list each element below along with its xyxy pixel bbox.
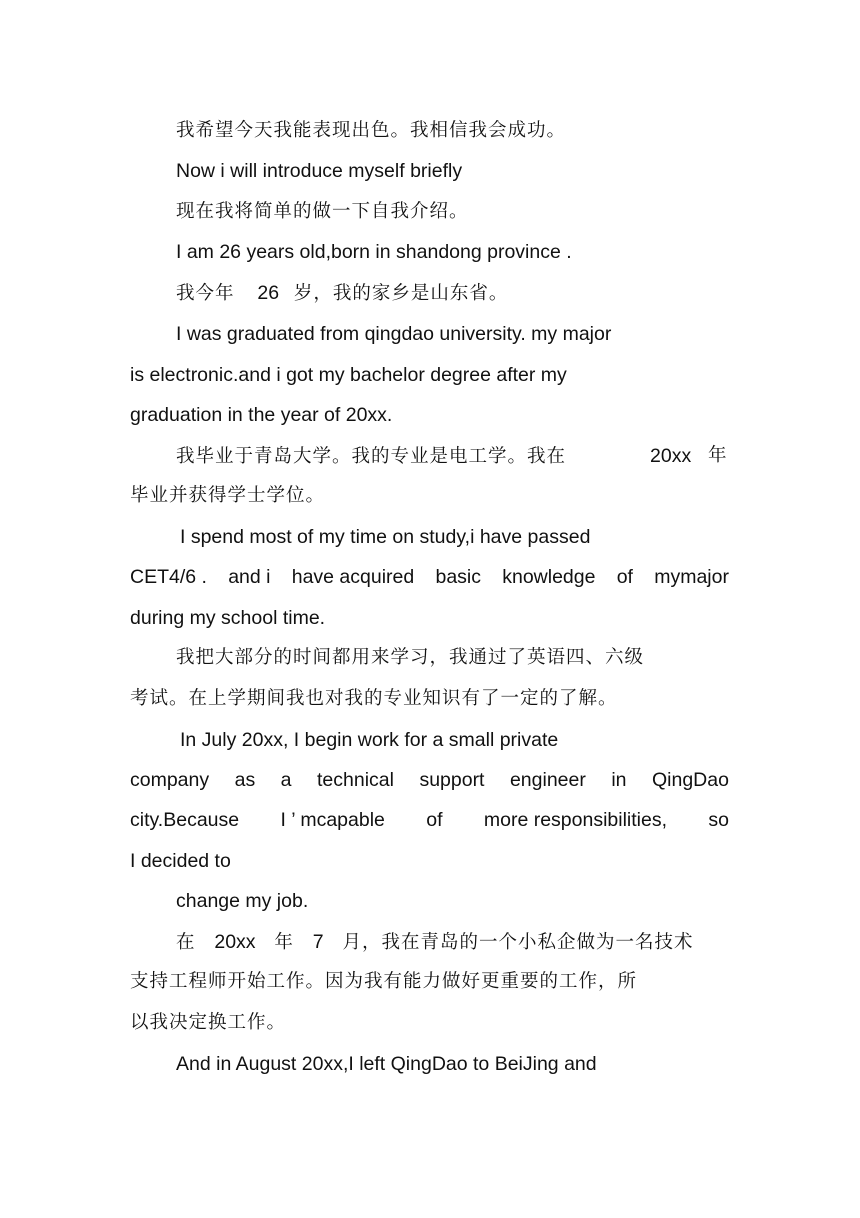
text-span: a bbox=[280, 769, 292, 791]
text-span: 26 bbox=[257, 282, 280, 304]
text-span: have acquired bbox=[291, 566, 415, 588]
text-span: engineer bbox=[509, 769, 586, 791]
text-line: 毕业并获得学士学位。 bbox=[130, 485, 326, 506]
text-span: 20xx bbox=[214, 931, 256, 953]
text-span: so bbox=[708, 809, 729, 831]
text-span: city.Because bbox=[130, 809, 240, 831]
text-line bbox=[176, 929, 693, 955]
text-span: QingDao bbox=[651, 769, 729, 791]
text-span: and i bbox=[228, 566, 271, 588]
text-span: I ’ mcapable bbox=[280, 809, 385, 831]
text-line: I decided to bbox=[130, 850, 231, 872]
text-span: basic bbox=[435, 566, 481, 588]
text-line: 考试。在上学期间我也对我的专业知识有了一定的了解。 bbox=[130, 688, 618, 709]
text-span: mymajor bbox=[654, 566, 729, 588]
text-line bbox=[176, 443, 729, 469]
text-line bbox=[176, 280, 508, 306]
text-line bbox=[130, 767, 729, 793]
text-span: as bbox=[234, 769, 256, 791]
text-line: And in August 20xx,I left QingDao to BeiJing and bbox=[176, 1053, 597, 1075]
text-span: 20xx bbox=[650, 445, 692, 467]
text-line: I spend most of my time on study,i have passed bbox=[180, 526, 591, 548]
text-line: In July 20xx, I begin work for a small private bbox=[180, 729, 559, 751]
text-span: knowledge bbox=[502, 566, 596, 588]
text-span: 在 bbox=[176, 932, 196, 953]
text-span: support bbox=[419, 769, 485, 791]
text-span: in bbox=[611, 769, 627, 791]
text-line: I am 26 years old,born in shandong province . bbox=[176, 241, 572, 263]
text-span: 年 bbox=[708, 445, 728, 466]
text-line: 支持工程师开始工作。因为我有能力做好更重要的工作，所 bbox=[130, 971, 638, 992]
text-span: 我毕业于青岛大学。我的专业是电工学。我在 bbox=[176, 446, 567, 467]
text-line: 以我决定换工作。 bbox=[130, 1012, 287, 1033]
text-span: 7 bbox=[312, 931, 324, 953]
text-line: Now i will introduce myself briefly bbox=[176, 160, 463, 182]
text-line: 现在我将简单的做一下自我介绍。 bbox=[176, 201, 469, 222]
text-span: 岁，我的家乡是山东省。 bbox=[293, 283, 509, 304]
text-line: is electronic.and i got my bachelor degree after my bbox=[130, 364, 567, 386]
text-line bbox=[130, 564, 729, 590]
text-line: change my job. bbox=[176, 890, 309, 912]
text-line bbox=[130, 807, 729, 833]
text-span: of bbox=[426, 809, 443, 831]
text-span: more responsibilities, bbox=[483, 809, 668, 831]
text-span: company bbox=[130, 769, 210, 791]
text-span: of bbox=[616, 566, 633, 588]
text-span: technical bbox=[317, 769, 394, 791]
text-line: 我把大部分的时间都用来学习，我通过了英语四、六级 bbox=[176, 647, 645, 668]
text-span: 年 bbox=[274, 932, 294, 953]
text-line: I was graduated from qingdao university. my major bbox=[176, 323, 612, 345]
text-line: during my school time. bbox=[130, 607, 326, 629]
text-span: 我今年 bbox=[176, 283, 235, 304]
text-span: CET4/6 . bbox=[130, 566, 207, 588]
text-span: 月，我在青岛的一个小私企做为一名技术 bbox=[342, 932, 694, 953]
text-line: graduation in the year of 20xx. bbox=[130, 404, 393, 426]
text-line: 我希望今天我能表现出色。我相信我会成功。 bbox=[176, 120, 567, 141]
